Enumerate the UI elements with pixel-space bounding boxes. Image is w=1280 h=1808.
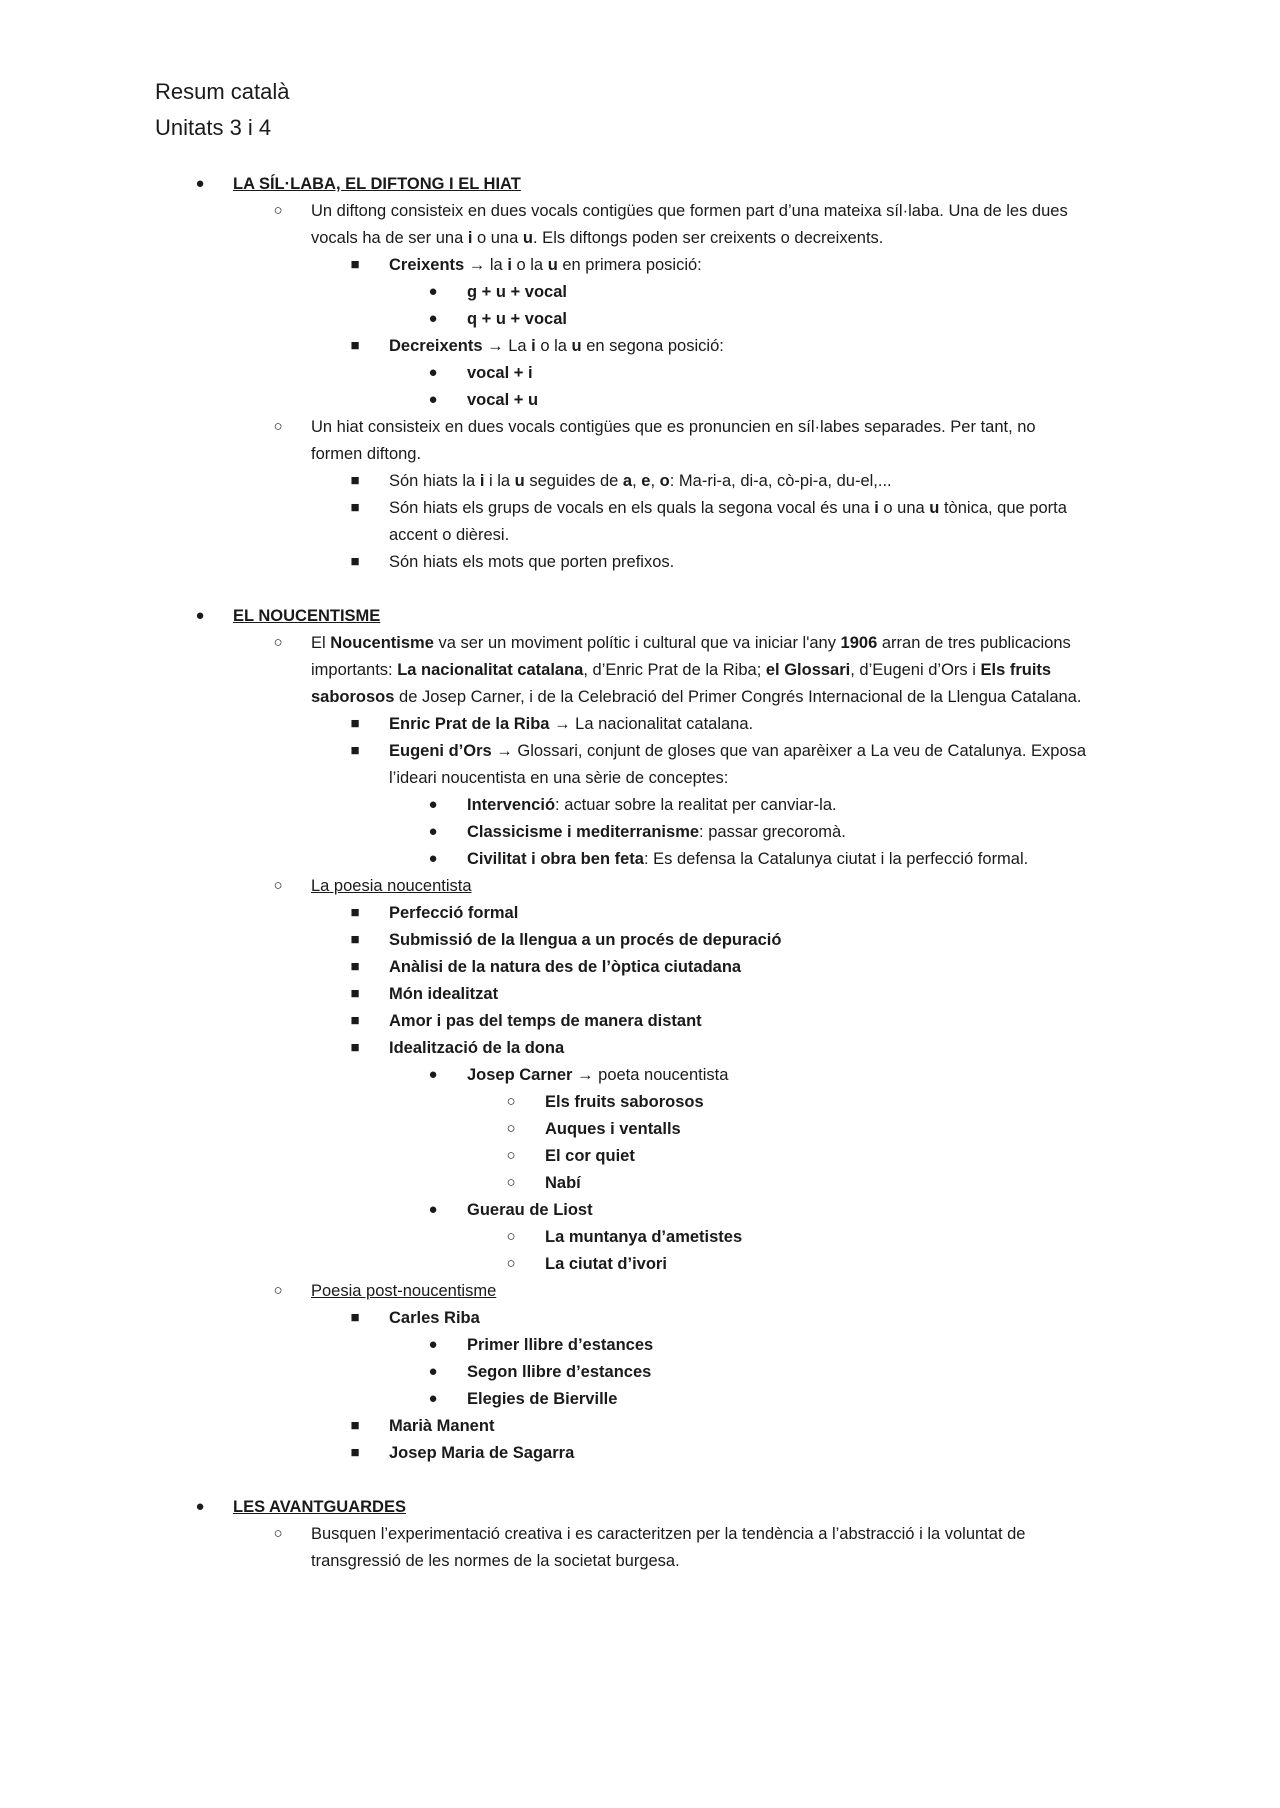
text-run: Creixents xyxy=(389,256,465,274)
text-run: u xyxy=(522,229,534,247)
list-item xyxy=(389,253,702,277)
list-item xyxy=(311,226,883,250)
text-run: La muntanya d’ametistes xyxy=(545,1228,743,1246)
list-item xyxy=(545,1090,704,1114)
list-item xyxy=(389,523,509,547)
bullet-marker: ■ xyxy=(350,1012,360,1029)
bullet-marker: ■ xyxy=(350,958,360,975)
list-item xyxy=(389,469,892,493)
bullet-marker: ○ xyxy=(506,1255,516,1272)
list-item xyxy=(311,685,1081,709)
list-item xyxy=(389,955,741,979)
text-run: formen diftong. xyxy=(311,445,422,463)
list-item xyxy=(467,388,538,412)
list-item xyxy=(311,1549,680,1573)
list-item xyxy=(389,766,728,790)
text-run: q + u + vocal xyxy=(467,310,567,328)
list-item xyxy=(467,1387,617,1411)
text-run: , d’Eugeni d’Ors i xyxy=(850,661,981,679)
list-item xyxy=(389,496,1067,520)
text-run: Noucentisme xyxy=(330,634,434,652)
text-run: EL NOUCENTISME xyxy=(233,607,381,625)
bullet-marker: ■ xyxy=(350,1309,360,1326)
list-item xyxy=(311,658,1051,682)
text-run: Perfecció formal xyxy=(389,904,519,922)
bullet-marker: ● xyxy=(428,850,438,867)
bullet-marker: ● xyxy=(195,607,205,624)
bullet-marker: ● xyxy=(428,1390,438,1407)
text-run: Un hiat consisteix en dues vocals contigües que es pronuncien en síl·labes separades. Per tant, no xyxy=(311,418,1036,436)
bullet-marker: ○ xyxy=(273,877,283,894)
text-run: La nacionalitat catalana xyxy=(397,661,584,679)
text-run: Marià Manent xyxy=(389,1417,495,1435)
text-run: l’ideari noucentista en una sèrie de conceptes: xyxy=(389,769,729,787)
section-heading xyxy=(233,604,380,628)
bullet-marker: ■ xyxy=(350,1039,360,1056)
text-run: → Glossari, conjunt de gloses que van aparèixer a La veu de Catalunya. Exposa xyxy=(491,742,1087,760)
text-run: en primera posició: xyxy=(557,256,702,274)
document-title: Resum català xyxy=(155,79,290,104)
text-run: arran de tres publicacions xyxy=(877,634,1071,652)
list-item xyxy=(467,793,837,817)
text-run: → La xyxy=(482,337,532,355)
list-item xyxy=(389,1441,574,1465)
text-run: va ser un moviment polític i cultural que va iniciar l'any xyxy=(433,634,841,652)
bullet-marker: ■ xyxy=(350,742,360,759)
text-run: La poesia noucentista xyxy=(311,877,472,895)
list-item xyxy=(389,334,724,358)
text-run: o xyxy=(659,472,670,490)
text-run: Primer llibre d’estances xyxy=(467,1336,654,1354)
list-item xyxy=(389,982,498,1006)
text-run: Els fruits xyxy=(980,661,1052,679)
text-run: transgressió de les normes de la societat burgesa. xyxy=(311,1552,680,1570)
text-run: Nabí xyxy=(545,1174,581,1192)
text-run: Josep Carner xyxy=(467,1066,573,1084)
text-run: o la xyxy=(511,256,548,274)
text-run: Josep Maria de Sagarra xyxy=(389,1444,575,1462)
text-run: Idealització de la dona xyxy=(389,1039,565,1057)
text-run: El cor quiet xyxy=(545,1147,635,1165)
bullet-marker: ■ xyxy=(350,985,360,1002)
text-run: Són hiats els grups de vocals en els quals la segona vocal és una xyxy=(389,499,875,517)
text-run: saborosos xyxy=(311,688,395,706)
text-run: Auques i ventalls xyxy=(545,1120,681,1138)
bullet-marker: ■ xyxy=(350,1417,360,1434)
bullet-marker: ○ xyxy=(506,1147,516,1164)
bullet-marker: ○ xyxy=(506,1120,516,1137)
list-item xyxy=(311,631,1071,655)
list-item xyxy=(311,1522,1025,1546)
bullet-marker: ● xyxy=(195,1498,205,1515)
list-item xyxy=(467,361,533,385)
text-run: o una xyxy=(878,499,930,517)
bullet-marker: ■ xyxy=(350,499,360,516)
list-item xyxy=(311,442,421,466)
text-run: vocal + i xyxy=(467,364,533,382)
text-run: → poeta noucentista xyxy=(572,1066,729,1084)
text-run: i xyxy=(531,337,536,355)
text-run: Eugeni d’Ors xyxy=(389,742,492,760)
text-run: 1906 xyxy=(840,634,878,652)
text-run: Són hiats els mots que porten prefixos. xyxy=(389,553,675,571)
text-run: i xyxy=(479,472,485,490)
text-run: i xyxy=(507,256,512,274)
text-run: Decreixents xyxy=(389,337,483,355)
list-item xyxy=(467,1198,593,1222)
bullet-marker: ■ xyxy=(350,256,360,273)
bullet-marker: ● xyxy=(428,1066,438,1083)
bullet-marker: ● xyxy=(195,175,205,192)
text-run: a xyxy=(622,472,633,490)
text-run: u xyxy=(571,337,582,355)
text-run: El xyxy=(311,634,331,652)
bullet-marker: ● xyxy=(428,364,438,381)
text-run: seguides de xyxy=(524,472,623,490)
bullet-marker: ■ xyxy=(350,1444,360,1461)
text-run: g + u + vocal xyxy=(467,283,567,301)
bullet-marker: ■ xyxy=(350,337,360,354)
text-run: u xyxy=(929,499,940,517)
list-item xyxy=(389,901,518,925)
text-run: LES AVANTGUARDES xyxy=(233,1498,406,1516)
bullet-marker: ■ xyxy=(350,715,360,732)
bullet-marker: ○ xyxy=(273,634,283,651)
text-run: Anàlisi de la natura des de l’òptica ciutadana xyxy=(389,958,742,976)
bullet-marker: ● xyxy=(428,1363,438,1380)
text-run: el Glossari xyxy=(765,661,851,679)
text-run: importants: xyxy=(311,661,398,679)
text-run: Civilitat i obra ben feta xyxy=(467,850,644,868)
list-item xyxy=(389,1414,494,1438)
bullet-marker: ● xyxy=(428,823,438,840)
list-item xyxy=(467,280,567,304)
text-run: Els fruits saborosos xyxy=(545,1093,704,1111)
bullet-marker: ● xyxy=(428,310,438,327)
list-item xyxy=(545,1252,667,1276)
text-run: Classicisme i mediterranisme xyxy=(467,823,700,841)
text-run: o la xyxy=(535,337,572,355)
document-subtitle: Unitats 3 i 4 xyxy=(155,115,272,140)
list-item xyxy=(389,739,1086,763)
text-run: Un diftong consisteix en dues vocals contigües que formen part d’una mateixa síl·laba. Una de les dues xyxy=(311,202,1068,220)
list-item xyxy=(389,1306,480,1330)
section-heading xyxy=(233,1495,406,1519)
text-run: Intervenció xyxy=(467,796,556,814)
bullet-marker: ○ xyxy=(506,1174,516,1191)
text-run: i la xyxy=(484,472,515,490)
list-item xyxy=(467,847,1028,871)
text-run: Poesia post-noucentisme xyxy=(311,1282,497,1300)
list-item xyxy=(389,1009,702,1033)
text-run: , d’Enric Prat de la Riba; xyxy=(583,661,766,679)
text-run: tònica, que porta xyxy=(939,499,1067,517)
list-item xyxy=(389,712,753,736)
bullet-marker: ● xyxy=(428,796,438,813)
list-item xyxy=(467,1333,653,1357)
text-run: , xyxy=(650,472,660,490)
text-run: u xyxy=(514,472,525,490)
bullet-marker: ○ xyxy=(506,1093,516,1110)
text-run: Guerau de Liost xyxy=(467,1201,593,1219)
text-run: Elegies de Bierville xyxy=(467,1390,618,1408)
bullet-marker: ■ xyxy=(350,904,360,921)
text-run: Carles Riba xyxy=(389,1309,480,1327)
text-run: u xyxy=(547,256,558,274)
bullet-marker: ○ xyxy=(273,1282,283,1299)
text-run: Enric Prat de la Riba xyxy=(389,715,550,733)
bullet-marker: ■ xyxy=(350,472,360,489)
list-item xyxy=(467,307,567,331)
bullet-marker: ■ xyxy=(350,931,360,948)
text-run: . Els diftongs poden ser creixents o decreixents. xyxy=(533,229,884,247)
list-item xyxy=(311,874,472,898)
list-item xyxy=(389,928,781,952)
bullet-marker: ○ xyxy=(273,1525,283,1542)
text-run: vocal + u xyxy=(467,391,539,409)
text-run: i xyxy=(467,229,473,247)
text-run: e xyxy=(641,472,651,490)
bullet-marker: ○ xyxy=(273,418,283,435)
text-run: LA SÍL·LABA, EL DIFTONG I EL HIAT xyxy=(233,175,521,193)
text-run: Busquen l’experimentació creativa i es caracteritzen per la tendència a l’abstracció i la voluntat de xyxy=(311,1525,1026,1543)
text-run: vocals ha de ser una xyxy=(311,229,468,247)
bullet-marker: ○ xyxy=(506,1228,516,1245)
list-item xyxy=(545,1144,635,1168)
text-run: Segon llibre d’estances xyxy=(467,1363,652,1381)
text-run: de Josep Carner, i de la Celebració del Primer Congrés Internacional de la Llengua Catalana. xyxy=(394,688,1082,706)
bullet-marker: ● xyxy=(428,283,438,300)
text-run: Món idealitzat xyxy=(389,985,499,1003)
text-run: accent o dièresi. xyxy=(389,526,510,544)
text-run: : Ma-ri-a, di-a, cò-pi-a, du-el,... xyxy=(669,472,892,490)
list-item xyxy=(545,1225,742,1249)
text-run: : Es defensa la Catalunya ciutat i la perfecció formal. xyxy=(643,850,1029,868)
list-item xyxy=(311,415,1036,439)
list-item xyxy=(311,199,1068,223)
bullet-marker: ● xyxy=(428,391,438,408)
list-item xyxy=(389,1036,564,1060)
text-run: → La nacionalitat catalana. xyxy=(549,715,754,733)
text-run: Submissió de la llengua a un procés de depuració xyxy=(389,931,782,949)
list-item xyxy=(545,1171,581,1195)
list-item xyxy=(467,1063,728,1087)
text-run: → la xyxy=(464,256,508,274)
text-run: Amor i pas del temps de manera distant xyxy=(389,1012,702,1030)
bullet-marker: ● xyxy=(428,1336,438,1353)
text-run: i xyxy=(874,499,879,517)
list-item xyxy=(389,550,674,574)
text-run: : passar grecoromà. xyxy=(699,823,846,841)
bullet-marker: ■ xyxy=(350,553,360,570)
section-heading xyxy=(233,172,521,196)
bullet-marker: ○ xyxy=(273,202,283,219)
text-run: La ciutat d’ivori xyxy=(545,1255,667,1273)
list-item xyxy=(311,1279,496,1303)
text-run: o una xyxy=(472,229,523,247)
text-run: Són hiats la xyxy=(389,472,480,490)
list-item xyxy=(467,1360,651,1384)
text-run: en segona posició: xyxy=(581,337,724,355)
list-item xyxy=(545,1117,681,1141)
text-run: , xyxy=(632,472,642,490)
list-item xyxy=(467,820,846,844)
bullet-marker: ● xyxy=(428,1201,438,1218)
text-run: : actuar sobre la realitat per canviar-la. xyxy=(555,796,837,814)
